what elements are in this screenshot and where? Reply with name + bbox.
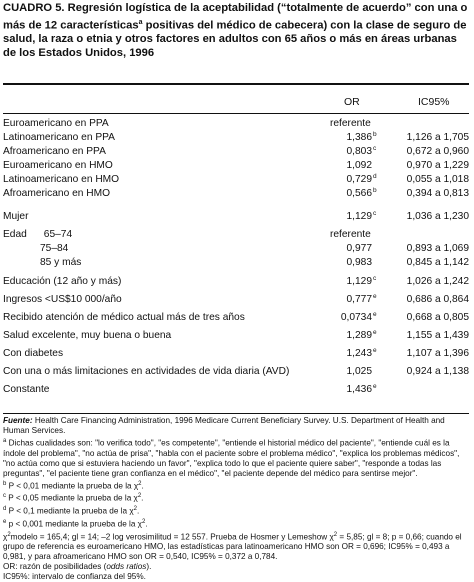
odds-ratio: 1,025 bbox=[346, 366, 372, 377]
footnote-or: OR: razón de posibilidades (odds ratios). bbox=[3, 562, 152, 572]
row-label: Euroamericano en PPA bbox=[3, 118, 109, 129]
table-title bbox=[3, 2, 469, 60]
significance-mark: c bbox=[373, 275, 377, 282]
significance-mark: e bbox=[373, 329, 377, 336]
odds-ratio: referente bbox=[330, 229, 371, 240]
table-row bbox=[3, 293, 469, 307]
significance-mark: b bbox=[373, 187, 377, 194]
confidence-interval: 1,126 a 1,705 bbox=[406, 132, 469, 143]
table-row bbox=[3, 347, 469, 361]
odds-ratio: 1,289 e bbox=[308, 329, 372, 343]
significance-mark: e bbox=[373, 311, 377, 318]
confidence-interval: 0,970 a 1,229 bbox=[406, 160, 469, 171]
significance-mark: c bbox=[373, 145, 377, 152]
odds-ratio: 1,436 e bbox=[308, 383, 372, 397]
significance-mark: c bbox=[373, 210, 377, 217]
confidence-interval: 0,668 a 0,805 bbox=[406, 312, 469, 323]
confidence-interval: 0,893 a 1,069 bbox=[406, 243, 469, 254]
row-label: 85 y más bbox=[40, 257, 82, 268]
odds-ratio: 1,129 c bbox=[308, 210, 372, 224]
odds-ratio: 0,0734 e bbox=[308, 311, 372, 325]
row-label: Educación (12 año y más) bbox=[3, 276, 122, 287]
table-row bbox=[3, 210, 469, 224]
header-rule bbox=[3, 113, 469, 114]
confidence-interval: 1,155 a 1,439 bbox=[406, 330, 469, 341]
table-row bbox=[3, 159, 469, 173]
odds-ratio: referente bbox=[330, 118, 371, 129]
significance-mark: d bbox=[373, 173, 377, 180]
table-row bbox=[3, 329, 469, 343]
row-label: Edad 65–74 bbox=[3, 229, 73, 240]
table-row bbox=[3, 275, 469, 289]
row-label: Mujer bbox=[3, 211, 29, 222]
title-footnote-mark: a bbox=[138, 18, 143, 26]
confidence-interval: 1,026 a 1,242 bbox=[406, 276, 469, 287]
confidence-interval: 1,036 a 1,230 bbox=[406, 211, 469, 222]
confidence-interval: 0,845 a 1,142 bbox=[406, 257, 469, 268]
footnote-e: $^e$ p < 0,001 mediante la prueba de la $\chi^2$. bbox=[3, 518, 148, 529]
col-header-or: OR bbox=[344, 96, 360, 108]
footnote-b: $^b$ P < 0,01 mediante la prueba de la $\chi^2$. bbox=[3, 480, 144, 491]
row-label: Salud excelente, muy buena o buena bbox=[3, 330, 172, 341]
odds-ratio: 1,243 e bbox=[308, 347, 372, 361]
table-row bbox=[3, 256, 469, 270]
row-label: Latinoamericano en HMO bbox=[3, 174, 120, 185]
table-row bbox=[3, 383, 469, 397]
col-header-ci: IC95% bbox=[418, 96, 450, 108]
table-row bbox=[3, 145, 469, 159]
footnotes bbox=[3, 416, 469, 582]
footnote-source: Fuente: Health Care Financing Administration, 1996 Medicare Current Beneficiary Survey. U.S. Department of Health and Human Services. bbox=[3, 416, 445, 435]
odds-ratio: 0,977 bbox=[346, 243, 372, 254]
confidence-interval: 0,924 a 1,138 bbox=[406, 366, 469, 377]
odds-ratio: 0,777 e bbox=[308, 293, 372, 307]
footnote-a: $^a$ Dichas cualidades son: "lo verifica todo", "es competente", "entiende el historial médico del paciente", "entiende cuál es la índole del problema", "no actúa de prisa", "habla con el paciente sobre el problema médico", "explica los problemas médicos", "no actúa como que si estuviera haciendo un favor", "explica todo lo que el paciente quiere saber", "responde a todas las preguntas", "el paciente tiene gran confianza en el médico", "el paciente depende del médico para sentirse mejor". bbox=[3, 438, 460, 478]
table-row bbox=[3, 187, 469, 201]
table-row bbox=[3, 311, 469, 325]
table-row bbox=[3, 365, 469, 379]
confidence-interval: 0,055 a 1,018 bbox=[406, 174, 469, 185]
odds-ratio: 0,729 d bbox=[308, 173, 372, 187]
footnote-ic: IC95%: intervalo de confianza del 95%. bbox=[3, 572, 146, 582]
significance-mark: e bbox=[373, 383, 377, 390]
footnote-d: $^d$ P < 0,1 mediante la prueba de la $\chi^2$. bbox=[3, 506, 140, 516]
top-rule bbox=[3, 83, 469, 85]
row-label: Euroamericano en HMO bbox=[3, 160, 113, 171]
row-label: Constante bbox=[3, 384, 50, 395]
odds-ratio: 1,092 bbox=[346, 160, 372, 171]
confidence-interval: 1,107 a 1,396 bbox=[406, 348, 469, 359]
row-label: Con una o más limitaciones en actividades de vida diaria (AVD) bbox=[3, 366, 290, 377]
odds-ratio: 1,386 b bbox=[308, 131, 372, 145]
table-row bbox=[3, 242, 469, 256]
table-row bbox=[3, 228, 469, 242]
footnote-chi: $\chi^2modelo = 165,4$; gl = 14; –2 log verosimilitud = 12 557. Prueba de Hosmer y Lemeshow $\chi^2 = 5,85$; gl = 8; p = 0,66; cuando el grupo de referencia es euroamericano HMO, las estadísticas para latinoamericano HMO son OR = 0,696; IC95% = 0,493 a 0,981, y para afroamericano HMO son OR = 0,540, IC95% = 0,372 a 0,784. bbox=[3, 531, 462, 562]
odds-ratio: 0,803 c bbox=[308, 145, 372, 159]
confidence-interval: 0,672 a 0,960 bbox=[406, 146, 469, 157]
odds-ratio: 0,983 bbox=[346, 257, 372, 268]
row-label: 75–84 bbox=[40, 243, 69, 254]
footnote-c: $^c$ P < 0,05 mediante la prueba de la $\chi^2$. bbox=[3, 493, 144, 504]
bottom-rule bbox=[3, 413, 469, 414]
title-text-cont: positivas del médico de cabecera) con la clase de seguro de salud, la raza o etnia y otros factores en adultos con 65 años o más en áreas urbanas de los Estados Unidos, 1996 bbox=[3, 19, 467, 59]
significance-mark: e bbox=[373, 293, 377, 300]
odds-ratio: 1,129 c bbox=[308, 275, 372, 289]
odds-ratio: 0,566 b bbox=[308, 187, 372, 201]
row-label: Ingresos <US$10 000/año bbox=[3, 294, 122, 305]
row-label: Latinoamericano en PPA bbox=[3, 132, 115, 143]
table-row bbox=[3, 173, 469, 187]
confidence-interval: 0,394 a 0,813 bbox=[406, 188, 469, 199]
row-label: Afroamericano en PPA bbox=[3, 146, 106, 157]
significance-mark: b bbox=[373, 131, 377, 138]
confidence-interval: 0,686 a 0,864 bbox=[406, 294, 469, 305]
row-label: Afroamericano en HMO bbox=[3, 188, 111, 199]
significance-mark: e bbox=[373, 347, 377, 354]
row-label: Con diabetes bbox=[3, 348, 64, 359]
table-row bbox=[3, 117, 469, 131]
table-row bbox=[3, 131, 469, 145]
row-label: Recibido atención de médico actual más de tres años bbox=[3, 312, 245, 323]
title-text: CUADRO 5. Regresión logística de la aceptabilidad (“totalmente de acuerdo” con una o más de 12 características bbox=[3, 2, 468, 32]
